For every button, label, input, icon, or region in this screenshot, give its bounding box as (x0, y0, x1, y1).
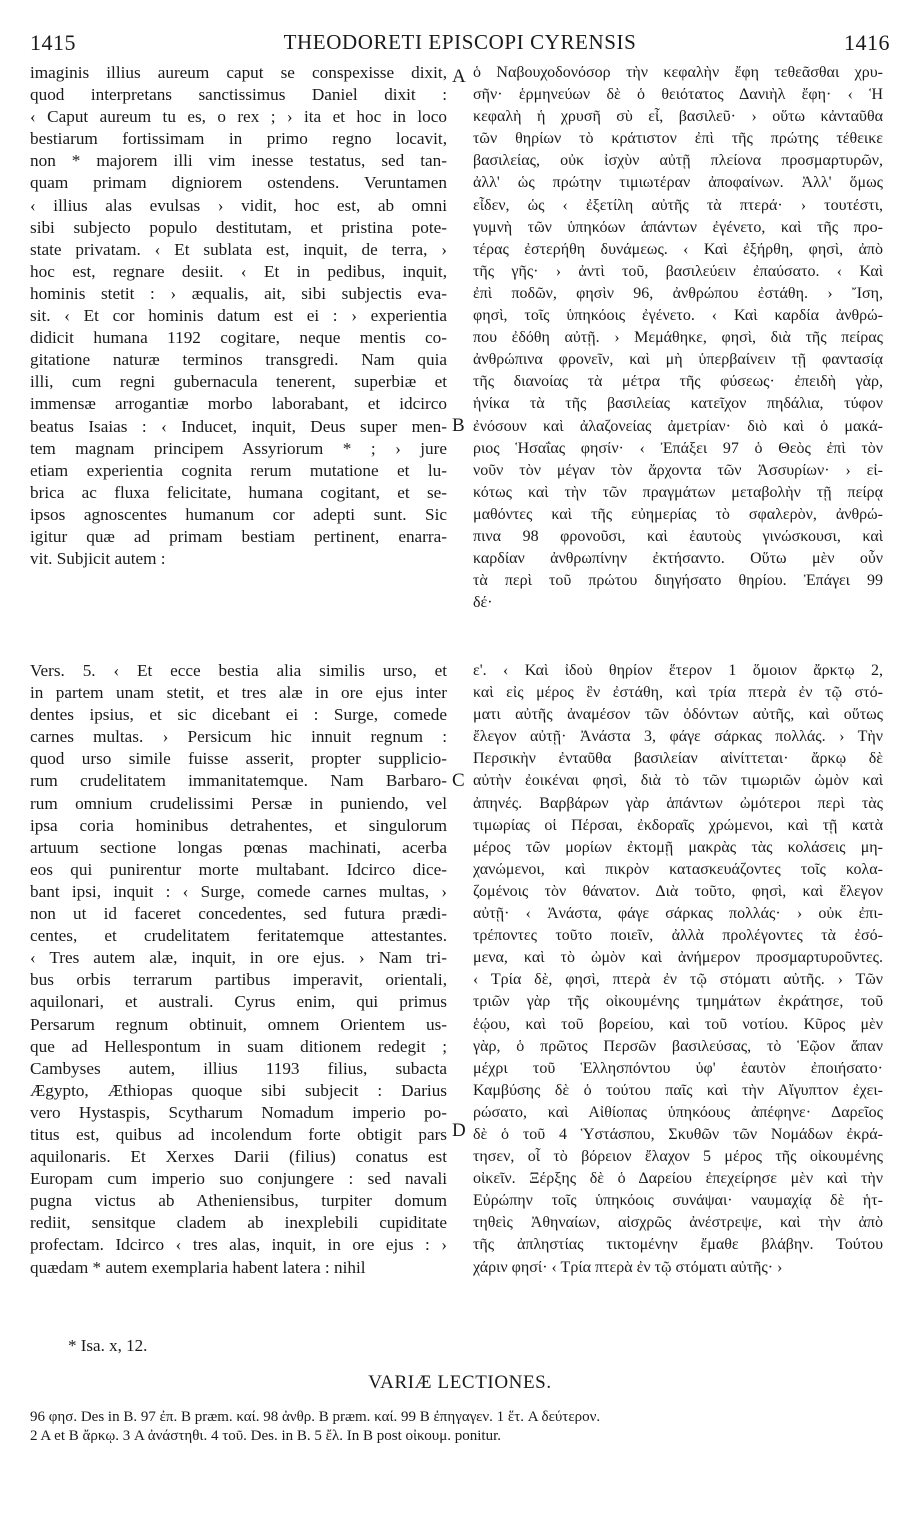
text-line: quædam * autem exemplaria habent latera : nihil (30, 1257, 366, 1277)
text-line: κεφαλὴ ἡ χρυσῆ σὺ εἶ, βασιλεῦ· › οὕτω κἀνταῦθα (473, 108, 883, 126)
text-line: quod interpretans sanctissimus Daniel dixit : (30, 85, 447, 105)
text-line: τῆς ἀπληστίας τικτομένην ἔμαθε βλάβην. Τούτου (473, 1236, 883, 1254)
section-marker-a: A (452, 66, 466, 87)
text-line: αὐτῇ· ‹ Ἀνάστα, φάγε σάρκας πολλάς· › οὐκ ἐπι- (473, 905, 883, 923)
text-line: state privatam. ‹ Et sublata est, inquit, de terra, › (30, 239, 447, 259)
text-line: μέρος τῶν μορίων ἐκτομῇ μακρὰς τὰς κολάσεις μη- (473, 838, 883, 856)
latin-column-block-2 (30, 660, 447, 1279)
text-line: χάριν φησί· ‹ Τρία πτερὰ ἐν τῷ στόματι αὐτῆς· › (473, 1258, 783, 1276)
text-line: γυμνὴ τῶν ὑπηκόων ἁπάντων ἐγένετο, καὶ τῆς προ- (473, 218, 883, 236)
text-line: in partem unam stetit, et tres alæ in ore ejus inter (30, 683, 447, 703)
variae-line: 2 A et B ἄρκῳ. 3 A ἀνάστηθι. 4 τοῦ. Des. in B. 5 ἔλ. In B post οἰκουμ. ponitur. (30, 1428, 501, 1444)
text-line: αὐτὴν ἐοικέναι φησὶ, διὰ τὸ τῶν τιμωριῶν ὠμὸν καὶ (473, 772, 883, 790)
variae-line: 96 φησ. Des in B. 97 ἐπ. B præm. καί. 98 ἀνθρ. B præm. καί. 99 B ἐπηγαγεν. 1 ἕτ. A δεύτερον. (30, 1409, 601, 1425)
footnote: * Isa. x, 12. (68, 1336, 148, 1355)
text-line: immensæ arrogantiæ morbo laborabant, et idcirco (30, 394, 447, 414)
text-line: τῆς γῆς· › ἀντὶ τοῦ, βασιλεύειν ἐπαύσατο. ‹ Καὶ (473, 262, 883, 280)
running-title: THEODORETI EPISCOPI CYRENSIS (283, 30, 637, 54)
text-line: eos qui punirentur morte multabant. Idcirco dice- (30, 859, 447, 879)
text-line: ‹ Tres autem alæ, inquit, in ore ejus. › Nam tri- (30, 948, 447, 968)
text-line: tem magnam principem Assyriorum * ; › jure (30, 438, 447, 458)
section-marker-c: C (452, 770, 465, 791)
running-header (0, 30, 920, 60)
text-line: κότως καὶ τὴν τῶν πραγμάτων μεταβολὴν τῇ πείρᾳ (473, 483, 883, 501)
text-line: χανώμενοι, καὶ πικρὸν κατασκευάζοντες τοῖς κολα- (473, 860, 883, 878)
right-page-number: 1416 (844, 30, 890, 55)
text-line: οἰκεῖν. Ξέρξης δὲ ὁ Δαρείου ἐπεχείρησε μὲν καὶ τὴν (473, 1170, 883, 1188)
text-line: etiam experientia cognita rerum mutatione et lu- (30, 460, 447, 480)
text-line: καὶ εἰς μέρος ἓν ἐστάθη, καὶ τρία πτερὰ ἐν τῷ στό- (473, 684, 883, 702)
left-page-number: 1415 (30, 30, 76, 55)
text-line: που ἐδόθη αὐτῇ. › Μεμάθηκε, φησὶ, διὰ τῆς πείρας (473, 329, 883, 347)
text-line: καρδίαν ἀνθρωπίνην ἐκτήσαντο. Οὕτω μὲν οὖν (473, 550, 883, 568)
text-line: τιμωρίας οἱ Πέρσαι, ἐκδοραῖς χρώμενοι, καὶ τῇ κατὰ (473, 816, 883, 834)
text-line: εἶδεν, ὡς ‹ ἐξετίλη αὐτῆς τὰ πτερά· › τουτέστι, (473, 196, 883, 214)
text-line: aquilonari, et australi. Cyrus enim, qui primus (30, 992, 447, 1012)
text-line: aquilonaris. Et Xerxes Darii (filius) conatus est (30, 1147, 447, 1167)
text-line: non * majorem illi vim inesse testatus, sed tan- (30, 151, 447, 171)
text-line: Europam cum imperio suo conjungere : sed navali (30, 1169, 447, 1189)
text-line: rediit, sensitque cladem ab inexplebili cupiditate (30, 1213, 447, 1233)
text-line: ζομένοις τὸν θάνατον. Διὰ τοῦτο, φησὶ, καὶ ἔλεγον (473, 882, 883, 900)
text-line: vero Hystaspis, Scytharum Nomadum imperio po- (30, 1102, 447, 1122)
text-line: Ægypto, Æthiopas quoque sibi subjecit : Darius (30, 1080, 447, 1100)
text-line: bestiarum fortissimam in primo regno locavit, (30, 129, 447, 149)
text-line: τριῶν γὰρ τῆς οἰκουμένης τμημάτων ἐκράτησε, τοῦ (473, 993, 883, 1011)
text-line: ἔλεγον αὐτῇ· Ἀνάστα 3, φάγε σάρκας πολλάς. › Τὴν (473, 728, 883, 746)
text-line: imaginis illius aureum caput se conspexisse dixit, (30, 63, 447, 82)
text-line: ματι αὐτῆς ἀναμέσον τῶν ὀδόντων αὐτῆς, καὶ οὕτως (473, 706, 883, 724)
text-line: Εὐρώπην τοῖς ὑπηκόοις συνάψαι· ναυμαχίᾳ δὲ ἡτ- (473, 1192, 883, 1210)
text-line: quam primam digniorem ostendens. Veruntamen (30, 173, 447, 193)
text-line: βασιλείας, οὐκ ἰσχὺν αὐτῇ πλείονα προσμαρτυρῶν, (473, 152, 883, 170)
text-line: φησὶ, τοῖς ὑπηκόοις ἐγένετο. ‹ Καὶ καρδία ἀνθρώ- (473, 307, 883, 325)
text-line: ‹ Τρία δὲ, φησὶ, πτερὰ ἐν τῷ στόματι αὐτῆς. › Τῶν (473, 971, 883, 989)
text-line: que ad Hellespontum in suam ditionem redegit ; (30, 1036, 447, 1056)
text-line: rum omnium crudelissimi Persæ in puniendo, vel (30, 793, 447, 813)
text-line: pugna victus ab Atheniensibus, turpiter domum (30, 1191, 447, 1211)
text-line: Περσικὴν ἐνταῦθα βασιλείαν αἰνίττεται· ἄρκῳ δὲ (473, 750, 883, 768)
text-line: ε'. ‹ Καὶ ἰδοὺ θηρίον ἕτερον 1 ὅμοιον ἄρκτῳ 2, (473, 662, 883, 679)
text-line: Persarum regnum obtinuit, omnem Orientem us- (30, 1014, 447, 1034)
text-line: didicit humana 1192 cogitare, neque mentis co- (30, 328, 447, 348)
text-line: δέ· (473, 594, 493, 612)
text-line: ὁ Ναβουχοδονόσορ τὴν κεφαλὴν ἔφη τεθεᾶσθαι χρυ- (473, 64, 883, 81)
text-line: δὲ ὁ τοῦ 4 Ὑστάσπου, Σκυθῶν τῶν Νομάδων ἐκρά- (473, 1125, 883, 1143)
text-line: bant ipsi, inquit : ‹ Surge, comede carnes multas, › (30, 881, 447, 901)
variae-lectiones-lines (30, 1408, 890, 1446)
text-line: dentes ipsius, et sic dicebant ei : Surge, comede (30, 705, 447, 725)
text-line: νοῦν τὸν μέγαν τὸν ἄρχοντα τῶν Ἀσσυρίων· › εἰ- (473, 461, 883, 479)
section-marker-d: D (452, 1120, 466, 1141)
text-line: sibi subjecto populo destitutam, et pristina pote- (30, 217, 447, 237)
text-line: bus orbis terrarum partibus imperavit, orientali, (30, 970, 447, 990)
text-line: μενα, καὶ τὸ ὠμὸν καὶ ἀνήμερον προσμαρτυροῦντες. (473, 949, 883, 967)
text-line: illi, cum regni gubernacula tenerent, superbiæ et (30, 372, 447, 392)
text-line: non ut id faceret concedentes, sed futura prædi- (30, 904, 447, 924)
variae-lectiones-title: VARIÆ LECTIONES. (368, 1372, 552, 1393)
text-line: ἑῴου, καὶ τοῦ βορείου, καὶ τοῦ νοτίου. Κῦρος μὲν (473, 1015, 883, 1033)
text-line: hominis stetit : › æqualis, ait, sibi subjectis eva- (30, 283, 447, 303)
latin-column-block-1 (30, 62, 447, 570)
text-line: ipsa coria hominibus detrahentes, et singulorum (30, 815, 447, 835)
text-line: ρώσατο, καὶ Αἰθίοπας ὑπηκόους ἀπέφηνε· Δαρεῖος (473, 1103, 883, 1121)
text-line: ‹ illius alas evulsas › vidit, hoc est, ab omni (30, 195, 447, 215)
text-line: τῆς διανοίας τὰ μέτρα τῆς φύσεως· ἐπειδὴ γὰρ, (473, 373, 883, 391)
text-line: τησεν, οἷ τὸ βόρειον ἔλαχον 5 μέρος τῆς οἰκουμένης (473, 1148, 883, 1166)
text-line: centes, et crudelitatem feritatemque attestantes. (30, 926, 447, 946)
text-line: ἡνίκα τὰ τῆς βασιλείας κατεῖχον πηδάλια, τύφον (473, 395, 883, 413)
text-line: hoc est, regnare desiit. ‹ Et in pedibus, inquit, (30, 261, 447, 281)
text-line: ‹ Caput aureum tu es, o rex ; › ita et hoc in loco (30, 107, 447, 127)
text-line: rum crudelitatem immanitatemque. Nam Barbaro- (30, 771, 447, 791)
text-line: ἐπὶ ποδῶν, φησὶν 96, ἀνθρώπου ἐστάθη. › Ἴση, (473, 284, 883, 302)
text-line: τέρας ἐστερήθη δυνάμεως. ‹ Καὶ ἐξήρθη, φησὶ, ἀπὸ (473, 240, 883, 258)
text-line: ἀλλ' ὡς πρώτην τιμιωτέραν ἀποφαίνων. Ἀλλ' ὅμως (473, 174, 883, 192)
greek-column-block-2 (473, 660, 883, 1279)
text-line: artuum sectione longas pœnas machinati, acerba (30, 837, 447, 857)
text-line: τηθεὶς Ἀθηναίων, αἰσχρῶς ἀνέστρεψε, καὶ τὴν ἀπὸ (473, 1214, 883, 1232)
text-line: ἐνόσουν καὶ ἀλαζονείας ἀμετρίαν· διὸ καὶ ὁ μακά- (473, 417, 883, 435)
text-line: ipsos agnoscentes humanum cor adepti sunt. Sic (30, 504, 447, 524)
text-line: beatus Isaias : ‹ Inducet, inquit, Deus super men- (30, 416, 447, 436)
text-line: γὰρ, ὁ πρῶτος Περσῶν βασιλεύσας, τὸ Ἑῷον ἅπαν (473, 1037, 883, 1055)
text-line: carnes multas. › Persicum hic innuit regnum : (30, 727, 447, 747)
text-line: vit. Subjicit autem : (30, 549, 166, 569)
text-line: ἀνθρώπινα φρονεῖν, καὶ μὴ ὑπερβαίνειν τῇ φαντασίᾳ (473, 351, 883, 369)
greek-column-block-1 (473, 62, 883, 614)
text-line: τῶν θηρίων τὸ κράτιστον ἐπὶ τῆς πρώτης τέθεικε (473, 130, 883, 148)
text-line: Cambyses autem, illius 1193 filius, subacta (30, 1058, 447, 1078)
text-line: πινα 98 φρονοῦσι, καὶ ἑαυτοὺς γινώσκουσι, καὶ (473, 527, 883, 545)
text-line: ριος Ἡσαΐας φησίν· ‹ Ἐπάξει 97 ὁ Θεὸς ἐπὶ τὸν (473, 439, 883, 457)
text-line: τρέποντες τοῦτο ποιεῖν, ἀλλὰ προλέγοντες τὰ ἐσό- (473, 927, 883, 945)
text-line: μαθόντες καὶ τῆς εὐημερίας τὸ σφαλερὸν, ἀνθρώ- (473, 505, 883, 523)
text-line: brica ac fluxa felicitate, humana cogitant, et se- (30, 482, 447, 502)
text-line: sit. ‹ Et cor hominis datum est ei : › experientia (30, 306, 447, 326)
text-line: μέχρι τοῦ Ἑλλησπόντου ὑφ' ἑαυτὸν ἐποιήσατο· (473, 1059, 883, 1077)
text-line: τὰ περὶ τοῦ πρώτου διηγήσατο θηρίου. Ἐπάγει 99 (473, 572, 883, 590)
text-line: σῆν· ἑρμηνεύων δὲ ὁ θειότατος Δανιὴλ ἔφη· ‹ Ἡ (473, 86, 883, 104)
text-line: Καμβύσης δὲ ὁ τούτου παῖς καὶ τὴν Αἴγυπτον ἐχει- (473, 1081, 883, 1099)
section-marker-b: B (452, 415, 465, 436)
text-line: Vers. 5. ‹ Et ecce bestia alia similis urso, et (30, 661, 447, 680)
text-line: igitur quæ ad primam bestiam pertinent, enarra- (30, 526, 447, 546)
text-line: profectam. Idcirco ‹ tres alas, inquit, in ore ejus : › (30, 1235, 447, 1255)
text-line: gitatione naturæ terminos transgredi. Nam quia (30, 350, 447, 370)
text-line: ἀπηνές. Βαρβάρων γὰρ ἁπάντων ὠμότεροι περὶ τὰς (473, 794, 883, 812)
text-line: quod urso simile fuisse asserit, propter supplicio- (30, 749, 447, 769)
text-line: titus est, quibus ad incolendum forte obtigit pars (30, 1124, 447, 1144)
